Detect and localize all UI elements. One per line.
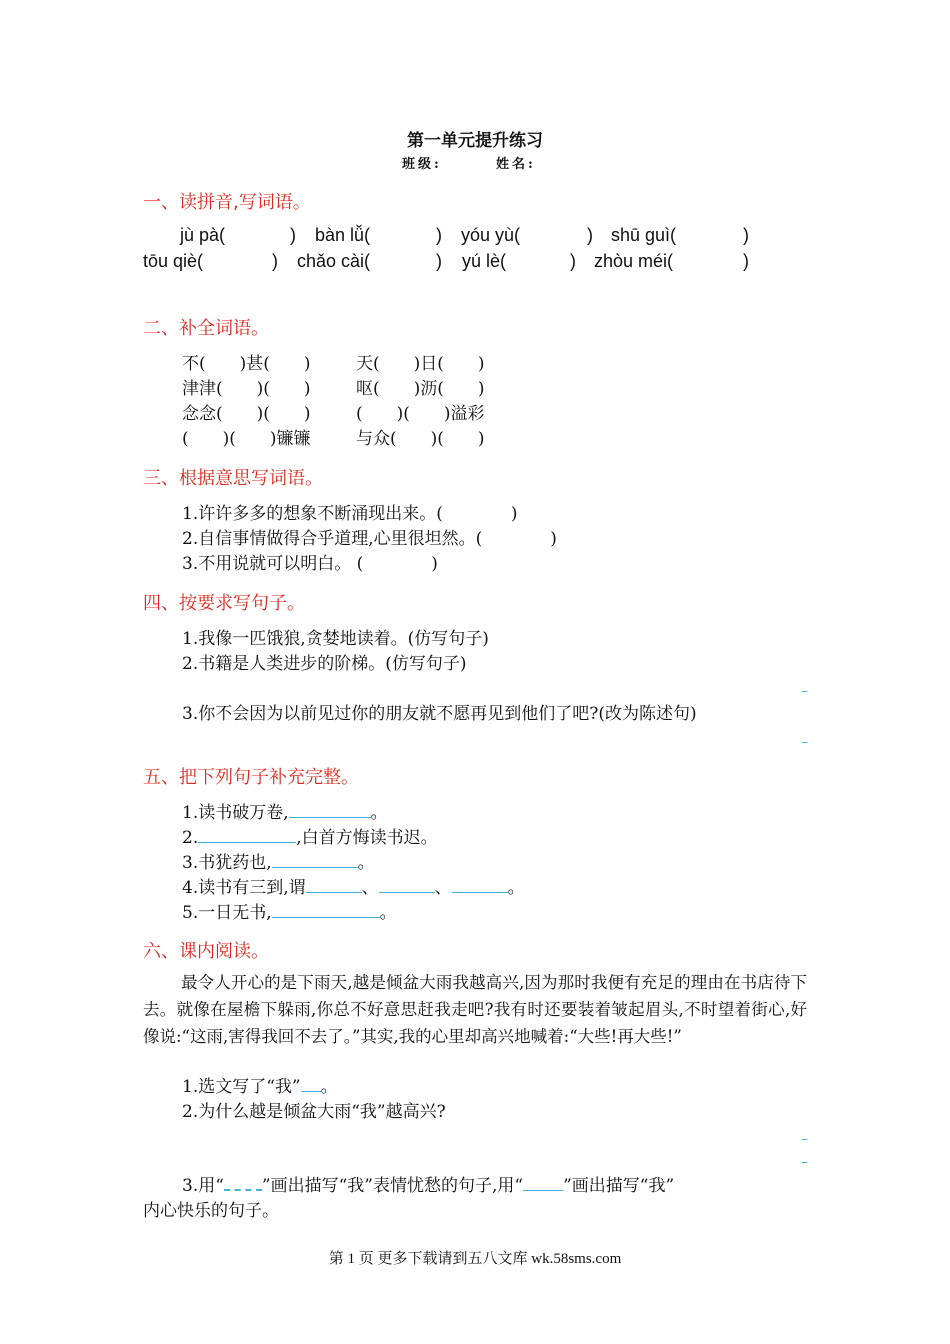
item-text: 。	[320, 1077, 338, 1097]
reading-question-2: 2.为什么越是倾盆大雨“我”越高兴?	[182, 1102, 446, 1122]
idiom-item: 念念( )( )	[182, 404, 311, 424]
section-6-heading: 六、课内阅读。	[143, 941, 269, 962]
meaning-item-2: 2.自信事情做得合乎道理,心里很坦然。( )	[182, 529, 557, 549]
pinyin-item: zhòu méi(	[594, 251, 674, 271]
class-label: 班级:	[402, 157, 442, 172]
blank-line[interactable]	[289, 803, 371, 818]
item-text: ”画出描写“我”表情忧愁的句子,用“	[261, 1176, 524, 1196]
pinyin-paren: )	[587, 225, 593, 245]
complete-item-2	[182, 823, 438, 848]
pinyin-paren: )	[436, 251, 442, 271]
page-title: 第一单元提升练习	[407, 131, 543, 151]
dashed-line-sample	[224, 1177, 262, 1191]
section-4-heading: 四、按要求写句子。	[143, 593, 305, 614]
complete-item-4	[182, 873, 525, 898]
idiom-item: 不( )甚( )	[182, 354, 311, 374]
name-label: 姓名:	[496, 157, 536, 172]
section-5-heading: 五、把下列句子补充完整。	[143, 767, 359, 788]
item-text: 3.用“	[182, 1176, 224, 1196]
pinyin-item: chǎo cài(	[297, 251, 371, 271]
pinyin-paren: )	[290, 225, 296, 245]
idiom-item: ( )( )镰镰	[182, 429, 311, 449]
section-2-heading: 二、补全词语。	[143, 318, 269, 339]
sentence-task-3: 3.你不会因为以前见过你的朋友就不愿再见到他们了吧?(改为陈述句)	[182, 704, 697, 724]
pinyin-item: shū guì(	[611, 225, 677, 245]
item-text: 5.一日无书,	[182, 903, 272, 923]
blank-line[interactable]	[198, 828, 296, 843]
idiom-item: 呕( )沥( )	[356, 379, 485, 399]
item-text: 、	[434, 878, 452, 898]
pinyin-item: jù pà(	[180, 225, 226, 245]
meaning-item-1: 1.许许多多的想象不断涌现出来。( )	[182, 504, 518, 524]
item-text: 。	[507, 878, 525, 898]
pinyin-paren: )	[743, 251, 749, 271]
idiom-item: 与众( )( )	[356, 429, 485, 449]
blank-line[interactable]	[379, 878, 435, 893]
pinyin-item: tōu qiè(	[143, 251, 204, 271]
section-3-heading: 三、根据意思写词语。	[143, 468, 323, 489]
section-1-heading: 一、读拼音,写词语。	[143, 192, 311, 213]
item-text: 1.读书破万卷,	[182, 803, 289, 823]
solid-line-sample	[523, 1176, 563, 1191]
pinyin-paren: )	[743, 225, 749, 245]
item-text: 。	[370, 803, 388, 823]
idiom-item: 津津( )( )	[182, 379, 311, 399]
pinyin-item: yú lè(	[462, 251, 507, 271]
pinyin-item: bàn lǚ(	[315, 225, 371, 245]
item-text: ,白首方悔读书迟。	[296, 828, 438, 848]
answer-line-mark	[802, 742, 807, 743]
pinyin-paren: )	[570, 251, 576, 271]
blank-line[interactable]	[272, 853, 358, 868]
pinyin-paren: )	[436, 225, 442, 245]
answer-line-mark	[802, 1162, 807, 1163]
blank-line[interactable]	[272, 903, 380, 918]
answer-line-mark	[802, 1139, 807, 1140]
item-text: 1.选文写了“我”	[182, 1077, 301, 1097]
blank-line[interactable]	[306, 878, 362, 893]
reading-question-3	[182, 1171, 674, 1196]
idiom-item: ( )( )溢彩	[356, 404, 485, 424]
idiom-item: 天( )日( )	[356, 354, 485, 374]
item-text: 4.读书有三到,谓	[182, 878, 306, 898]
item-text: 、	[361, 878, 379, 898]
pinyin-item: yóu yù(	[461, 225, 521, 245]
reading-question-1	[182, 1072, 338, 1097]
pinyin-paren: )	[272, 251, 278, 271]
blank-line[interactable]	[452, 878, 508, 893]
item-text: ”画出描写“我”	[563, 1176, 675, 1196]
complete-item-3	[182, 848, 375, 873]
sentence-task-2: 2.书籍是人类进步的阶梯。(仿写句子)	[182, 654, 467, 674]
item-text: 。	[357, 853, 375, 873]
complete-item-1	[182, 798, 388, 823]
item-text: 。	[379, 903, 397, 923]
complete-item-5	[182, 898, 397, 923]
reading-question-3-cont: 内心快乐的句子。	[143, 1201, 279, 1221]
sentence-task-1: 1.我像一匹饿狼,贪婪地读着。(仿写句子)	[182, 629, 489, 649]
item-text: 3.书犹药也,	[182, 853, 272, 873]
blank-line[interactable]	[301, 1077, 321, 1092]
answer-line-mark	[802, 691, 807, 692]
item-text: 2.	[182, 828, 199, 848]
page-footer: 第 1 页 更多下载请到五八文库 wk.58sms.com	[328, 1251, 622, 1267]
meaning-item-3: 3.不用说就可以明白。 ( )	[182, 554, 438, 574]
reading-passage: 最令人开心的是下雨天,越是倾盆大雨我越高兴,因为那时我便有充足的理由在书店待下去。就像在屋檐下躲雨,你总不好意思赶我走吧?我有时还要装着皱起眉头,不时望着街心,好像说:“这雨,害得我回不去了。”其实,我的心里却高兴地喊着:“大些!再大些!”	[143, 973, 807, 1046]
